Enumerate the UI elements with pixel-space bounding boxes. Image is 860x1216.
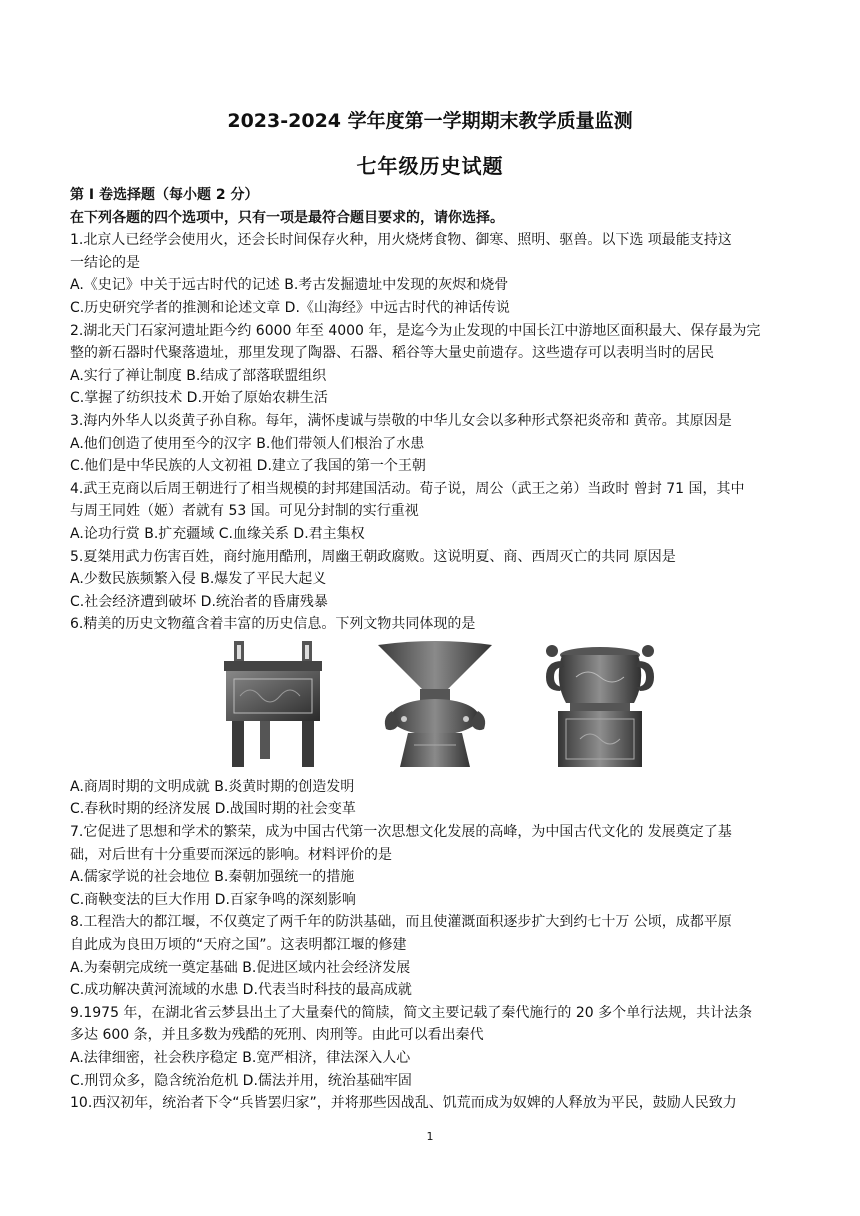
question-9 (70, 1002, 792, 1092)
question-5 (70, 546, 792, 614)
question-stem: 多达 600 条，并且多数为残酷的死刑、肉刑等。由此可以看出秦代 (70, 1027, 484, 1044)
question-stem: 自此成为良田万顷的“天府之国”。这表明都江堰的修建 (70, 937, 407, 954)
question-stem: 5.夏桀用武力伤害百姓，商纣施用酷刑，周幽王朝政腐败。这说明夏、商、西周灭亡的共同 原因是 (70, 548, 676, 565)
question-10 (70, 1092, 792, 1115)
exam-title: 2023-2024 学年度第一学期期末教学质量监测 (227, 110, 633, 132)
question-options: C.他们是中华民族的人文初祖 D.建立了我国的第一个王朝 (70, 458, 426, 475)
question-options: A.儒家学说的社会地位 B.秦朝加强统一的措施 (70, 869, 355, 886)
section-heading: 第 I 卷选择题（每小题 2 分） (70, 187, 259, 203)
question-options: A.论功行赏 B.扩充疆域 C.血缘关系 D.君主集权 (70, 525, 365, 542)
question-stem: 7.它促进了思想和学术的繁荣，成为中国古代第一次思想文化发展的高峰，为中国古代文化的 发展奠定了基 (70, 824, 732, 841)
question-stem: 整的新石器时代聚落遗址，那里发现了陶器、石器、稻谷等大量史前遗存。这些遗存可以表明当时的居民 (70, 345, 714, 362)
question-stem: 3.海内外华人以炎黄子孙自称。每年，满怀虔诚与崇敬的中华儿女会以多种形式祭祀炎帝和 黄帝。其原因是 (70, 412, 732, 429)
question-7 (70, 821, 792, 911)
question-stem: 1.北京人已经学会使用火，还会长时间保存火种，用火烧烤食物、御寒、照明、驱兽。以下选 项最能支持这 (70, 232, 732, 249)
question-1 (70, 229, 792, 319)
artifact-images (70, 641, 792, 773)
question-2 (70, 320, 792, 410)
question-4 (70, 478, 792, 546)
question-options: C.春秋时期的经济发展 D.战国时期的社会变革 (70, 801, 356, 818)
question-3 (70, 410, 792, 478)
zun-vessel-image (374, 641, 496, 769)
section-instruction: 在下列各题的四个选项中，只有一项是最符合题目要求的，请你选择。 (70, 209, 504, 226)
question-options: C.刑罚众多，隐含统治危机 D.儒法并用，统治基础牢固 (70, 1072, 412, 1089)
gui-vessel-image (540, 641, 660, 769)
exam-subtitle: 七年级历史试题 (356, 154, 504, 178)
question-stem: 4.武王克商以后周王朝进行了相当规模的封邦建国活动。荀子说，周公（武王之弟）当政时 曾封 71 国，其中 (70, 480, 745, 497)
question-options: A.商周时期的文明成就 B.炎黄时期的创造发明 (70, 778, 355, 795)
square-ding-image (220, 641, 326, 769)
question-8 (70, 911, 792, 1001)
question-stem: 9.1975 年，在湖北省云梦县出土了大量秦代的简牍，简文主要记载了秦代施行的 20 多个单行法规，共计法条 (70, 1004, 753, 1021)
question-6 (70, 613, 792, 821)
page-number: 1 (426, 1130, 434, 1143)
question-options: C.掌握了纺织技术 D.开始了原始农耕生活 (70, 390, 328, 407)
question-stem: 8.工程浩大的都江堰，不仅奠定了两千年的防洪基础，而且使灌溉面积逐步扩大到约七十万 公顷，成都平原 (70, 914, 732, 931)
exam-content (70, 184, 792, 1115)
question-stem: 与周王同姓（姬）者就有 53 国。可见分封制的实行重视 (70, 503, 419, 520)
question-options: A.为秦朝完成统一奠定基础 B.促进区域内社会经济发展 (70, 959, 411, 976)
question-options: C.社会经济遭到破坏 D.统治者的昏庸残暴 (70, 593, 328, 610)
question-stem: 10.西汉初年，统治者下令“兵皆罢归家”，并将那些因战乱、饥荒而成为奴婢的人释放为平民，鼓励人民致力 (70, 1095, 737, 1112)
question-stem: 2.湖北天门石家河遗址距今约 6000 年至 4000 年，是迄今为止发现的中国长江中游地区面积最大、保存最为完 (70, 322, 761, 339)
question-options: A.法律细密，社会秩序稳定 B.宽严相济，律法深入人心 (70, 1050, 411, 1066)
question-options: C.成功解决黄河流域的水患 D.代表当时科技的最高成就 (70, 982, 412, 999)
question-options: A.实行了禅让制度 B.结成了部落联盟组织 (70, 367, 327, 384)
question-options: A.少数民族频繁入侵 B.爆发了平民大起义 (70, 571, 327, 588)
question-stem: 础，对后世有十分重要而深远的影响。材料评价的是 (70, 846, 392, 863)
question-stem: 一结论的是 (70, 254, 140, 271)
question-options: A.他们创造了使用至今的汉字 B.他们带领人们根治了水患 (70, 435, 425, 452)
question-options: A.《史记》中关于远古时代的记述 B.考古发掘遗址中发现的灰烬和烧骨 (70, 277, 509, 294)
question-options: C.历史研究学者的推测和论述文章 D.《山海经》中远古时代的神话传说 (70, 299, 510, 316)
question-options: C.商鞅变法的巨大作用 D.百家争鸣的深刻影响 (70, 891, 356, 908)
question-stem: 6.精美的历史文物蕴含着丰富的历史信息。下列文物共同体现的是 (70, 616, 476, 633)
